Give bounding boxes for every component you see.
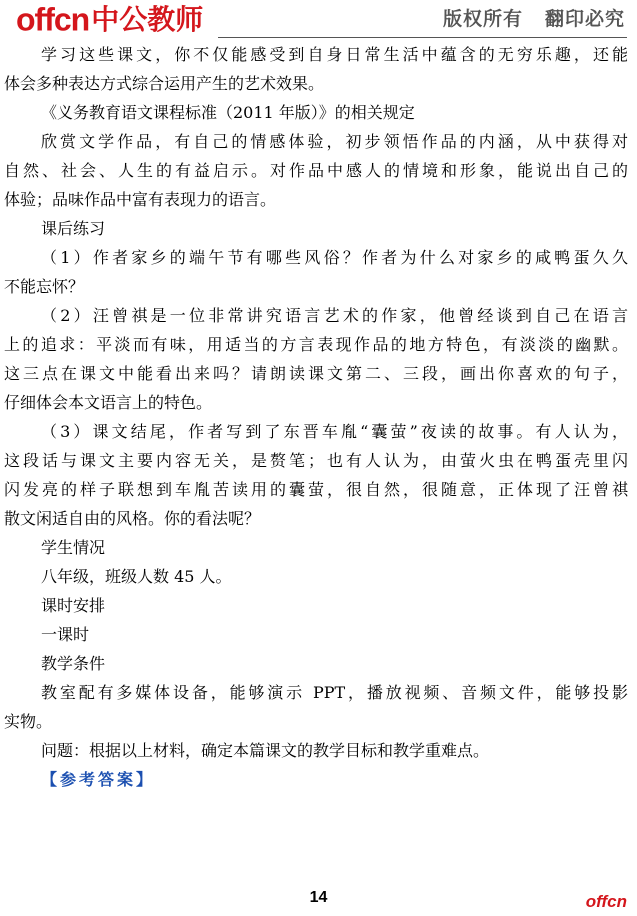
copyright-notice: [443, 4, 625, 31]
text-line: 这三点在课文中能看出来吗？请朗读课文第二、三段，画出你喜欢的句子，: [4, 364, 628, 383]
text-line: 一课时: [41, 625, 90, 644]
text-line: 体验；品味作品中富有表现力的语言。: [4, 190, 277, 209]
text-line: 实物。: [4, 712, 53, 731]
document-body: [4, 40, 628, 794]
no-reprint-text: 翻印必究: [544, 8, 625, 30]
text-line: 不能忘怀？: [4, 277, 85, 296]
text-line: 体会多种表达方式综合运用产生的艺术效果。: [4, 74, 325, 93]
text-line: （2）汪曾祺是一位非常讲究语言艺术的作家，他曾经谈到自己在语言: [41, 306, 628, 325]
page-header: [0, 0, 637, 40]
text-line: （1）作者家乡的端午节有哪些风俗？作者为什么对家乡的咸鸭蛋久久: [41, 248, 628, 267]
offcn-logo: [16, 2, 203, 37]
logo-latin-text: offcn: [16, 1, 90, 38]
text-line: 教室配有多媒体设备，能够演示 PPT，播放视频、音频文件，能够投影: [41, 683, 628, 702]
text-line: 闪发亮的样子联想到车胤苦读用的囊萤，很自然，很随意，正体现了汪曾祺: [4, 480, 628, 499]
copyright-text: 版权所有: [442, 8, 523, 30]
text-line: 八年级，班级人数 45 人。: [41, 567, 232, 586]
text-line: 欣赏文学作品，有自己的情感体验，初步领悟作品的内涵，从中获得对: [41, 132, 628, 151]
logo-chinese-text: 中公教师: [91, 2, 204, 36]
text-line: 散文闲适自由的风格。你的看法呢？: [4, 509, 261, 528]
text-line: （3）课文结尾，作者写到了东晋车胤“囊萤”夜读的故事。有人认为，: [41, 422, 628, 441]
text-line: 仔细体会本文语言上的特色。: [4, 393, 213, 412]
section-heading: 课后练习: [41, 219, 106, 238]
question-line: 问题：根据以上材料，确定本篇课文的教学目标和教学重难点。: [41, 741, 490, 760]
text-line: 学习这些课文，你不仅能感受到自身日常生活中蕴含的无穷乐趣，还能: [41, 45, 628, 64]
section-heading: 教学条件: [41, 654, 106, 673]
text-line: 《义务教育语文课程标准（2011 年版）》的相关规定: [41, 103, 415, 122]
section-heading: 学生情况: [41, 538, 106, 557]
text-line: 这段话与课文主要内容无关，是赘笔；也有人认为，由萤火虫在鸭蛋壳里闪: [4, 451, 628, 470]
header-rule: [218, 37, 627, 38]
footer-logo: offcn: [585, 892, 627, 911]
text-line: 上的追求：平淡而有味，用适当的方言表现作品的地方特色，有淡淡的幽默。: [4, 335, 628, 354]
text-line: 自然、社会、人生的有益启示。对作品中感人的情境和形象，能说出自己的: [4, 161, 628, 180]
section-heading: 课时安排: [41, 596, 106, 615]
reference-answer-label: 【参考答案】: [41, 770, 156, 789]
page-number: 14: [309, 889, 328, 906]
